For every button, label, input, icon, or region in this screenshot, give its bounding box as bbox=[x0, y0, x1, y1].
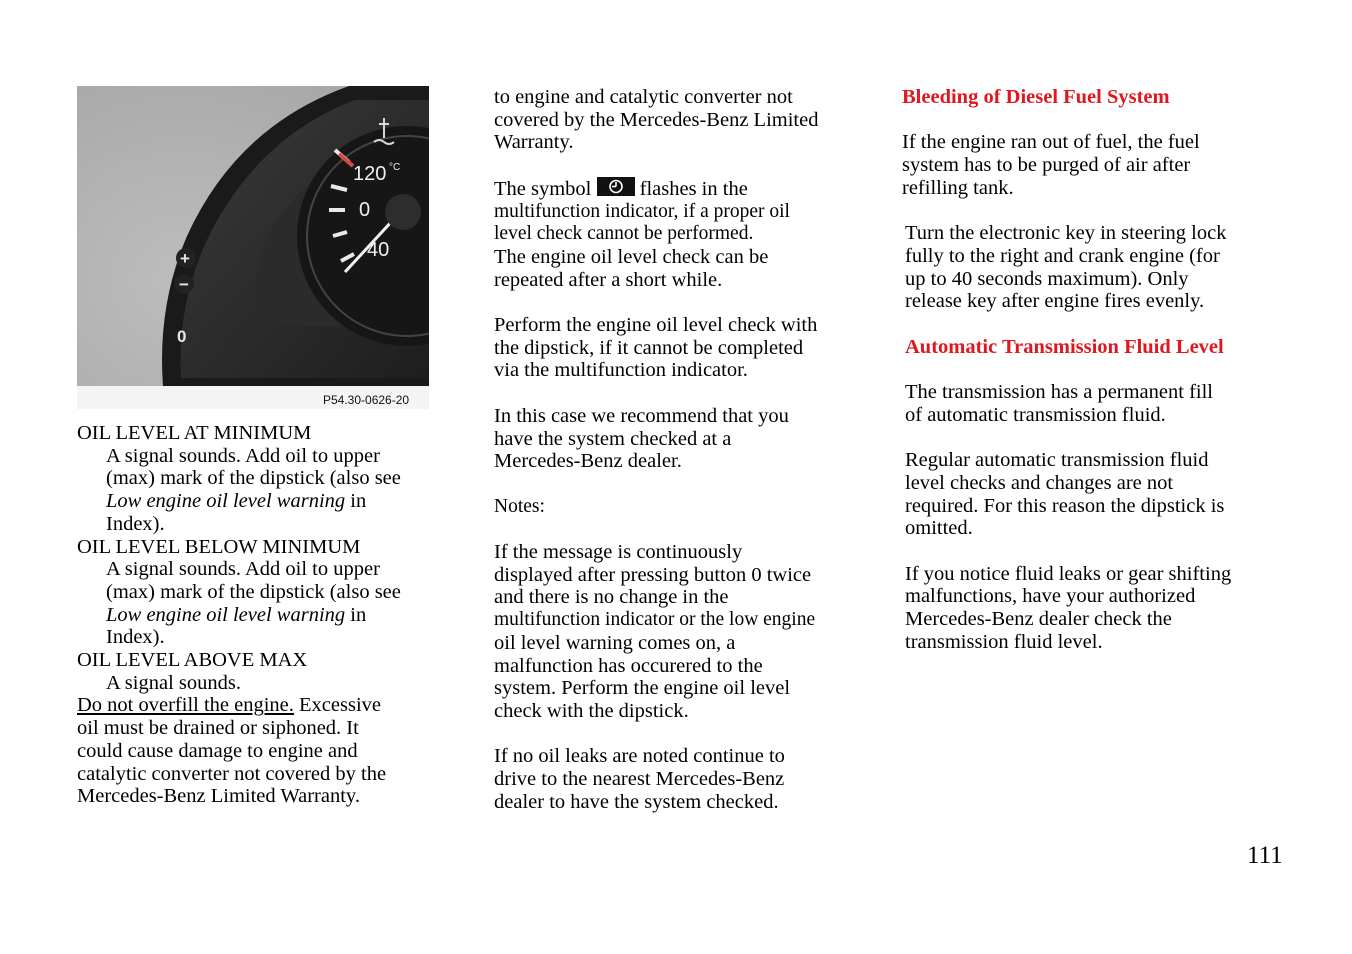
text-fragment: in bbox=[345, 490, 367, 513]
text-line: The engine oil level check can be bbox=[494, 245, 769, 268]
text-line: to engine and catalytic converter not bbox=[494, 86, 793, 108]
text-line: The transmission has a permanent fill bbox=[905, 381, 1213, 404]
warning-underlined: Do not overfill the engine. bbox=[77, 694, 294, 717]
warning-line bbox=[77, 694, 447, 717]
text-line: dealer to have the system checked. bbox=[494, 790, 779, 813]
index-reference: Low engine oil level warning bbox=[106, 603, 346, 626]
text-line: covered by the Mercedes-Benz Limited bbox=[494, 108, 819, 131]
text-line: refilling tank. bbox=[902, 176, 1014, 199]
text-line: omitted. bbox=[905, 517, 973, 540]
text-line: level check cannot be performed. bbox=[494, 223, 754, 245]
text-line: If you notice fluid leaks or gear shifting bbox=[905, 562, 1232, 585]
instrument-cluster-figure bbox=[77, 86, 429, 409]
text-line: oil must be drained or siphoned. It bbox=[77, 717, 359, 740]
text-fragment: flashes in the bbox=[634, 177, 748, 200]
text-line: displayed after pressing button 0 twice bbox=[494, 563, 812, 586]
text-line: via the multifunction indicator. bbox=[494, 359, 748, 382]
text-fragment: in bbox=[345, 603, 367, 626]
text-line: of automatic transmission fluid. bbox=[905, 403, 1166, 426]
text-line: could cause damage to engine and bbox=[77, 739, 358, 762]
text-line: catalytic converter not covered by the bbox=[77, 762, 387, 785]
text-line: (max) mark of the dipstick (also see bbox=[106, 467, 401, 490]
text-line: malfunction has occurered to the bbox=[494, 654, 763, 677]
heading-automatic-transmission-fluid-level: Automatic Transmission Fluid Level bbox=[905, 335, 1224, 358]
gauge-unit: °C bbox=[389, 162, 401, 173]
text-line: Mercedes-Benz dealer. bbox=[494, 450, 682, 473]
heading-oil-level-above-max: OIL LEVEL ABOVE MAX bbox=[77, 649, 308, 672]
text-line: multifunction indicator or the low engine bbox=[494, 609, 816, 631]
text-line: Mercedes-Benz dealer check the bbox=[905, 608, 1172, 631]
text-line: drive to the nearest Mercedes-Benz bbox=[494, 768, 785, 790]
text-fragment: The symbol bbox=[494, 177, 597, 200]
text-line: Index). bbox=[106, 626, 165, 649]
index-reference: Low engine oil level warning bbox=[106, 490, 346, 513]
text-line: A signal sounds. Add oil to upper bbox=[106, 558, 380, 581]
minus-button-label: − bbox=[179, 275, 189, 294]
oil-check-symbol-icon bbox=[597, 177, 635, 196]
column-middle bbox=[494, 86, 874, 813]
text-line: level checks and changes are not bbox=[905, 471, 1174, 494]
gauge-label-120: 120 bbox=[353, 163, 387, 185]
heading-oil-level-at-minimum: OIL LEVEL AT MINIMUM bbox=[77, 422, 312, 444]
text-line: If the engine ran out of fuel, the fuel bbox=[902, 131, 1200, 154]
text-line: required. For this reason the dipstick is bbox=[905, 494, 1225, 517]
text-line: system. Perform the engine oil level bbox=[494, 677, 791, 700]
text-line: transmission fluid level. bbox=[905, 630, 1103, 653]
text-line: system has to be purged of air after bbox=[902, 154, 1191, 177]
text-line: have the system checked at a bbox=[494, 427, 732, 450]
text-line: Turn the electronic key in steering lock bbox=[905, 222, 1227, 245]
column-right bbox=[902, 86, 1302, 653]
text-line: Warranty. bbox=[494, 131, 574, 154]
heading-oil-level-below-minimum: OIL LEVEL BELOW MINIMUM bbox=[77, 535, 361, 558]
text-line: and there is no change in the bbox=[494, 586, 729, 609]
page-number: 111 bbox=[1247, 842, 1283, 869]
gauge-label-40: 40 bbox=[367, 239, 390, 261]
text-line: In this case we recommend that you bbox=[494, 404, 789, 427]
text-line: repeated after a short while. bbox=[494, 268, 723, 291]
text-fragment: Excessive bbox=[293, 694, 382, 717]
text-line: multifunction indicator, if a proper oil bbox=[494, 200, 790, 222]
notes-heading: Notes: bbox=[494, 495, 545, 517]
text-line: malfunctions, have your authorized bbox=[905, 585, 1196, 608]
text-line: Perform the engine oil level check with bbox=[494, 314, 818, 336]
text-line: check with the dipstick. bbox=[494, 699, 689, 722]
text-line: Index). bbox=[106, 512, 165, 535]
text-line: A signal sounds. Add oil to upper bbox=[106, 444, 380, 467]
text-line: up to 40 seconds maximum). Only bbox=[905, 267, 1189, 290]
text-line: oil level warning comes on, a bbox=[494, 631, 736, 654]
text-line: (max) mark of the dipstick (also see bbox=[106, 580, 401, 603]
text-line: A signal sounds. bbox=[106, 671, 241, 694]
column-left bbox=[77, 422, 447, 808]
text-line: If no oil leaks are noted continue to bbox=[494, 745, 785, 768]
text-line: fully to the right and crank engine (for bbox=[905, 244, 1220, 267]
text-line: release key after engine fires evenly. bbox=[905, 290, 1205, 313]
text-line: If the message is continuously bbox=[494, 540, 743, 563]
text-line bbox=[77, 490, 447, 513]
text-line: Mercedes-Benz Limited Warranty. bbox=[77, 785, 360, 808]
text-line bbox=[77, 604, 447, 627]
symbol-line bbox=[494, 177, 874, 201]
text-line: Regular automatic transmission fluid bbox=[905, 449, 1209, 472]
gauge-label-0: 0 bbox=[359, 199, 371, 221]
instrument-cluster-illustration bbox=[77, 86, 429, 409]
figure-code: P54.30-0626-20 bbox=[323, 393, 410, 407]
plus-button-label: + bbox=[180, 249, 190, 268]
zero-button-label: 0 bbox=[177, 327, 187, 346]
text-line: the dipstick, if it cannot be completed bbox=[494, 336, 804, 359]
heading-bleeding-diesel-fuel-system: Bleeding of Diesel Fuel System bbox=[902, 86, 1170, 108]
